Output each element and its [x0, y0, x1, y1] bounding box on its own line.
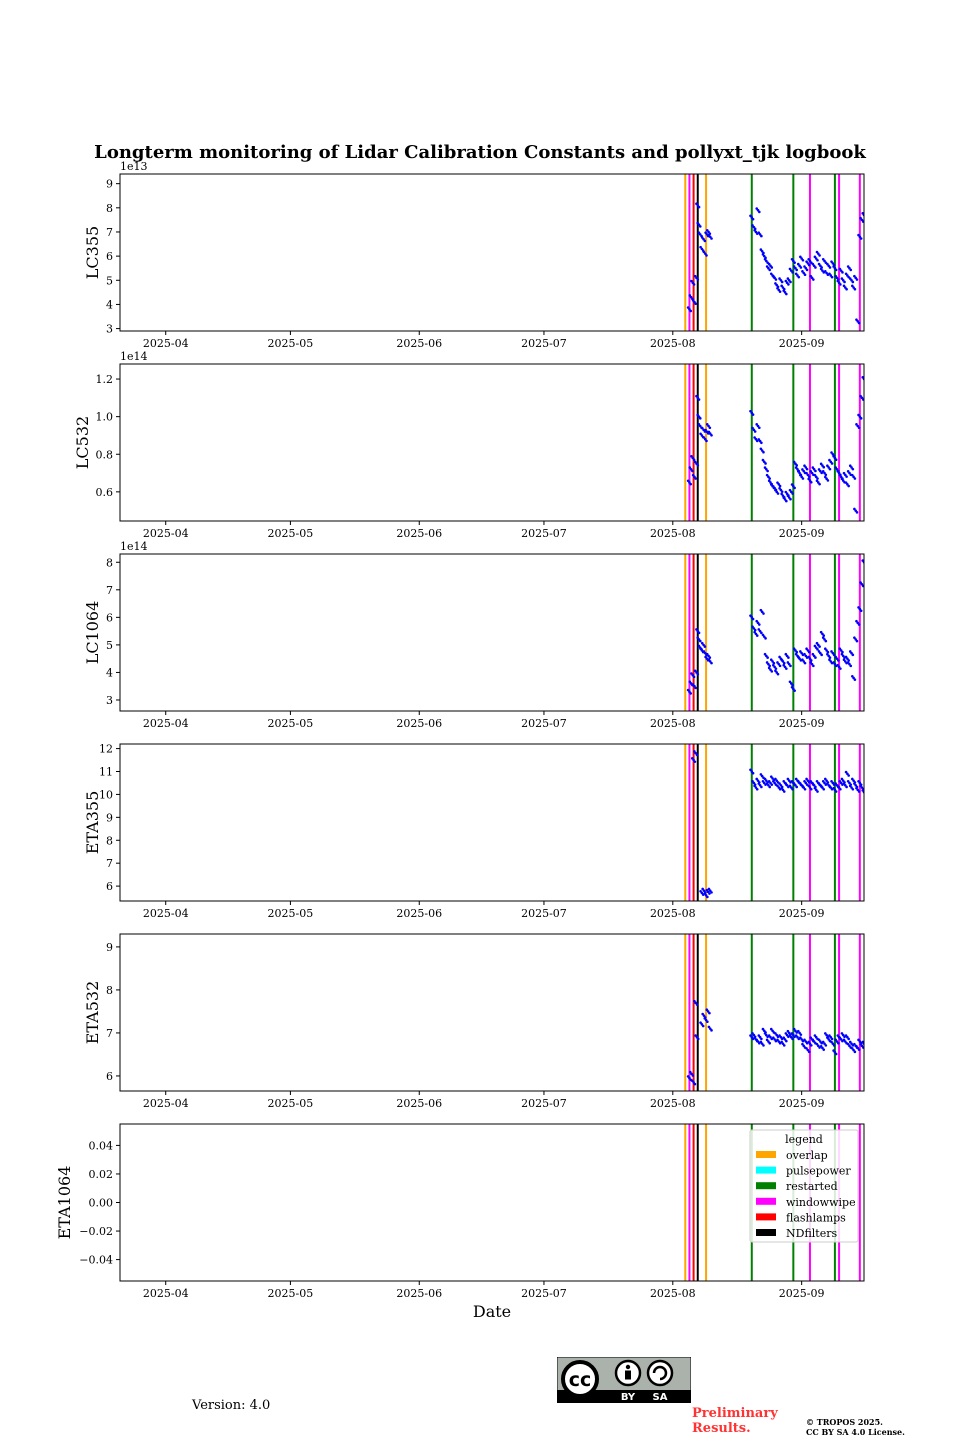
- x-tick-label: 2025-08: [649, 1097, 696, 1110]
- data-point: [816, 648, 819, 651]
- y-tick-label: 7: [106, 857, 113, 871]
- y-tick-label: 6: [106, 1069, 113, 1083]
- data-point: [752, 772, 755, 775]
- cc-logo-text: cc: [568, 1369, 592, 1391]
- data-point: [825, 473, 828, 476]
- x-tick-label: 2025-04: [142, 717, 189, 730]
- data-point: [860, 417, 863, 420]
- x-axis-label: Date: [472, 1302, 512, 1321]
- data-point: [852, 468, 855, 471]
- data-point: [833, 1044, 836, 1047]
- y-axis-label: ETA532: [83, 980, 102, 1045]
- data-point: [760, 632, 763, 635]
- data-point: [808, 1051, 811, 1054]
- legend-item-label: flashlamps: [786, 1211, 846, 1225]
- y-tick-label: 6: [106, 250, 113, 264]
- data-point: [696, 1003, 699, 1006]
- data-point: [843, 281, 846, 284]
- data-point: [822, 1048, 825, 1051]
- x-tick-label: 2025-08: [649, 527, 696, 540]
- y-tick-label: 8: [106, 556, 113, 570]
- data-point: [825, 1044, 828, 1047]
- x-tick-label: 2025-05: [267, 337, 314, 350]
- data-point: [789, 665, 792, 668]
- data-point: [810, 788, 813, 791]
- data-point: [835, 269, 838, 272]
- y-tick-label: 6: [106, 611, 113, 625]
- data-point: [752, 413, 755, 416]
- data-point: [752, 218, 755, 221]
- x-tick-label: 2025-04: [142, 1287, 189, 1300]
- data-point: [785, 293, 788, 296]
- x-tick-label: 2025-04: [142, 337, 189, 350]
- data-point: [856, 511, 859, 514]
- x-tick-label: 2025-07: [521, 337, 567, 350]
- y-tick-label: 7: [106, 583, 113, 597]
- data-point: [841, 271, 844, 274]
- data-point: [808, 475, 811, 478]
- x-tick-label: 2025-09: [778, 1287, 825, 1300]
- x-tick-label: 2025-07: [521, 1097, 567, 1110]
- data-point: [760, 1038, 763, 1041]
- data-point: [791, 1038, 794, 1041]
- data-point: [816, 477, 819, 480]
- data-point: [760, 235, 763, 238]
- data-point: [858, 790, 861, 793]
- data-point: [822, 466, 825, 469]
- x-tick-label: 2025-09: [778, 1097, 825, 1110]
- legend-swatch-windowwipe: [756, 1198, 776, 1205]
- data-point: [847, 1038, 850, 1041]
- legend-item-label: pulsepower: [786, 1164, 851, 1178]
- y-tick-label: −0.04: [79, 1253, 113, 1267]
- data-point: [770, 783, 773, 786]
- data-point: [706, 1020, 709, 1023]
- share-alike-icon: [648, 1361, 672, 1385]
- y-tick-label: 0.00: [88, 1196, 113, 1210]
- data-point: [849, 665, 852, 668]
- data-point: [696, 673, 699, 676]
- data-point: [787, 283, 790, 286]
- plot-area: [685, 744, 866, 901]
- y-tick-label: 1.0: [95, 410, 113, 424]
- data-point: [852, 788, 855, 791]
- data-point: [696, 278, 699, 281]
- data-point: [814, 266, 817, 269]
- data-point: [781, 490, 784, 493]
- y-tick-label: 3: [106, 693, 113, 707]
- license-by-label: BY: [620, 1392, 636, 1403]
- data-point: [752, 618, 755, 621]
- data-point: [814, 470, 817, 473]
- data-point: [854, 678, 857, 681]
- axis-multiplier: 1e14: [120, 540, 148, 553]
- x-tick-label: 2025-08: [649, 337, 696, 350]
- x-tick-label: 2025-09: [778, 337, 825, 350]
- data-point: [764, 637, 767, 640]
- data-point: [785, 667, 788, 670]
- y-tick-label: 9: [106, 811, 113, 825]
- y-tick-label: 9: [106, 177, 113, 191]
- data-point: [852, 281, 855, 284]
- data-point: [804, 788, 807, 791]
- data-point: [781, 281, 784, 284]
- y-tick-label: 9: [106, 940, 113, 954]
- data-point: [835, 458, 838, 461]
- y-tick-label: 8: [106, 834, 113, 848]
- legend-item-label: NDfilters: [786, 1227, 838, 1240]
- copyright-notice: © TROPOS 2025. CC BY SA 4.0 License.: [806, 1417, 905, 1437]
- data-point: [856, 278, 859, 281]
- data-point: [766, 656, 769, 659]
- y-tick-label: 7: [106, 1026, 113, 1040]
- data-point: [804, 273, 807, 276]
- x-tick-label: 2025-08: [649, 1287, 696, 1300]
- data-point: [820, 654, 823, 657]
- data-point: [696, 464, 699, 467]
- y-tick-label: 0.6: [95, 485, 113, 499]
- data-point: [793, 487, 796, 490]
- data-point: [854, 288, 857, 291]
- data-point: [702, 1025, 705, 1028]
- data-point: [858, 623, 861, 626]
- data-point: [710, 662, 713, 665]
- data-point: [689, 483, 692, 486]
- data-point: [808, 651, 811, 654]
- data-point: [860, 609, 863, 612]
- data-point: [818, 645, 821, 648]
- data-point: [699, 225, 702, 228]
- data-point: [770, 266, 773, 269]
- data-point: [764, 462, 767, 465]
- y-tick-label: 4: [106, 666, 113, 680]
- y-tick-label: 3: [106, 322, 113, 336]
- data-point: [806, 468, 809, 471]
- data-point: [808, 264, 811, 267]
- data-point: [758, 623, 761, 626]
- data-point: [791, 788, 794, 791]
- y-tick-label: 0.02: [88, 1167, 113, 1181]
- x-tick-label: 2025-08: [649, 907, 696, 920]
- x-tick-label: 2025-09: [778, 527, 825, 540]
- y-tick-label: 8: [106, 983, 113, 997]
- data-point: [709, 426, 712, 429]
- data-point: [710, 237, 713, 240]
- y-axis-label: LC532: [73, 415, 92, 470]
- data-point: [847, 774, 850, 777]
- y-tick-label: 4: [106, 298, 113, 312]
- data-point: [708, 1012, 711, 1015]
- legend-swatch-pulsepower: [756, 1167, 776, 1174]
- data-point: [810, 1044, 813, 1047]
- legend-item-label: overlap: [786, 1149, 828, 1162]
- plot-area: [685, 554, 866, 711]
- cc-by-sa-badge: [557, 1357, 691, 1403]
- data-point: [793, 689, 796, 692]
- legend-swatch-overlap: [756, 1151, 776, 1158]
- data-point: [768, 1042, 771, 1045]
- data-point: [854, 477, 857, 480]
- data-point: [756, 788, 759, 791]
- y-axis-label: ETA1064: [55, 1165, 74, 1240]
- y-tick-label: 0.8: [95, 448, 113, 462]
- x-tick-label: 2025-06: [396, 717, 443, 730]
- data-point: [710, 1029, 713, 1032]
- data-point: [829, 468, 832, 471]
- data-point: [810, 481, 813, 484]
- data-point: [698, 632, 701, 635]
- x-tick-label: 2025-06: [396, 527, 443, 540]
- data-point: [793, 261, 796, 264]
- data-point: [831, 276, 834, 279]
- data-point: [812, 665, 815, 668]
- data-point: [858, 322, 861, 325]
- x-tick-label: 2025-05: [267, 527, 314, 540]
- data-point: [689, 310, 692, 313]
- data-point: [779, 290, 782, 293]
- data-point: [858, 426, 861, 429]
- x-tick-label: 2025-09: [778, 907, 825, 920]
- data-point: [822, 788, 825, 791]
- data-point: [816, 259, 819, 262]
- data-point: [839, 667, 842, 670]
- y-tick-label: 6: [106, 880, 113, 894]
- data-point: [710, 891, 713, 894]
- data-point: [825, 640, 828, 643]
- data-point: [835, 1053, 838, 1056]
- y-tick-label: 8: [106, 201, 113, 215]
- axis-multiplier: 1e14: [120, 350, 148, 363]
- data-point: [785, 500, 788, 503]
- y-tick-label: 12: [99, 742, 113, 756]
- x-tick-label: 2025-05: [267, 1287, 314, 1300]
- y-tick-label: 1.2: [95, 373, 113, 387]
- data-point: [754, 430, 757, 433]
- data-point: [693, 458, 696, 461]
- data-point: [694, 1083, 697, 1086]
- plot-area: [685, 174, 866, 331]
- data-point: [831, 462, 834, 465]
- data-point: [795, 269, 798, 272]
- x-tick-label: 2025-05: [267, 1097, 314, 1110]
- panel-lc1064: [83, 540, 867, 730]
- data-point: [693, 283, 696, 286]
- data-point: [768, 786, 771, 789]
- data-point: [814, 656, 817, 659]
- y-tick-label: −0.02: [79, 1225, 113, 1239]
- data-point: [802, 259, 805, 262]
- data-point: [789, 281, 792, 284]
- data-point: [856, 640, 859, 643]
- data-point: [816, 790, 819, 793]
- data-point: [696, 754, 699, 757]
- data-point: [756, 634, 759, 637]
- y-tick-label: 0.04: [88, 1139, 113, 1153]
- panel-eta355: [83, 743, 867, 920]
- data-point: [758, 211, 761, 214]
- data-point: [785, 1040, 788, 1043]
- x-tick-label: 2025-05: [267, 717, 314, 730]
- data-point: [800, 1033, 803, 1036]
- legend-item-label: windowwipe: [786, 1195, 856, 1209]
- panel-lc355: [83, 160, 867, 350]
- data-point: [768, 269, 771, 272]
- data-point: [760, 786, 763, 789]
- data-point: [812, 278, 815, 281]
- data-point: [791, 492, 794, 495]
- data-point: [854, 1051, 857, 1054]
- x-tick-label: 2025-08: [649, 717, 696, 730]
- plot-area: [685, 934, 866, 1091]
- data-point: [768, 477, 771, 480]
- data-point: [858, 1048, 861, 1051]
- data-point: [831, 1038, 834, 1041]
- data-point: [705, 254, 708, 257]
- data-point: [837, 659, 840, 662]
- legend-title: legend: [785, 1133, 823, 1146]
- data-point: [762, 1044, 765, 1047]
- data-point: [694, 477, 697, 480]
- data-point: [704, 240, 707, 243]
- data-point: [698, 206, 701, 209]
- x-tick-label: 2025-06: [396, 337, 443, 350]
- data-point: [818, 254, 821, 257]
- y-tick-label: 11: [99, 765, 113, 779]
- data-point: [860, 237, 863, 240]
- data-point: [804, 662, 807, 665]
- x-tick-label: 2025-06: [396, 907, 443, 920]
- legend-swatch-ndfilters: [756, 1229, 776, 1236]
- x-tick-label: 2025-04: [142, 907, 189, 920]
- y-axis-label: LC355: [83, 225, 102, 280]
- data-point: [699, 417, 702, 420]
- data-point: [698, 398, 701, 401]
- data-point: [839, 788, 842, 791]
- data-point: [849, 269, 852, 272]
- x-tick-label: 2025-07: [521, 1287, 567, 1300]
- data-point: [795, 786, 798, 789]
- data-point: [758, 426, 761, 429]
- data-point: [760, 441, 763, 444]
- data-point: [795, 464, 798, 467]
- data-point: [789, 498, 792, 501]
- data-point: [762, 612, 765, 615]
- panel-lc532: [73, 350, 867, 540]
- legend-swatch-restarted: [756, 1182, 776, 1189]
- data-point: [787, 656, 790, 659]
- preliminary-results-label: Preliminary Results.: [692, 1406, 778, 1436]
- data-point: [818, 483, 821, 486]
- data-point: [783, 790, 786, 793]
- chart-title: Longterm monitoring of Lidar Calibration Constants and pollyxt_tjk logbook: [94, 142, 866, 163]
- data-point: [837, 1042, 840, 1045]
- panel-eta532: [83, 934, 867, 1110]
- data-point: [710, 434, 713, 437]
- data-point: [762, 451, 765, 454]
- y-tick-label: 5: [106, 638, 113, 652]
- data-point: [835, 790, 838, 793]
- data-point: [694, 302, 697, 305]
- data-point: [847, 485, 850, 488]
- legend-item-label: restarted: [786, 1180, 838, 1194]
- data-point: [783, 1044, 786, 1047]
- data-point: [845, 786, 848, 789]
- y-tick-label: 5: [106, 274, 113, 288]
- data-point: [800, 266, 803, 269]
- x-tick-label: 2025-07: [521, 907, 567, 920]
- x-tick-label: 2025-07: [521, 527, 567, 540]
- y-axis-label: LC1064: [83, 600, 102, 665]
- data-point: [827, 479, 830, 482]
- data-point: [802, 477, 805, 480]
- y-tick-label: 10: [99, 788, 113, 802]
- data-point: [779, 665, 782, 668]
- data-point: [791, 271, 794, 274]
- data-point: [706, 896, 709, 899]
- data-point: [694, 760, 697, 763]
- data-point: [833, 654, 836, 657]
- data-point: [845, 475, 848, 478]
- panel-eta1064: [55, 1124, 864, 1300]
- data-point: [689, 692, 692, 695]
- legend-swatch-flashlamps: [756, 1213, 776, 1220]
- data-point: [705, 440, 708, 443]
- data-point: [806, 269, 809, 272]
- data-point: [775, 278, 778, 281]
- data-point: [693, 676, 696, 679]
- license-sa-label: SA: [652, 1392, 668, 1403]
- plot-area: [685, 364, 866, 521]
- x-tick-label: 2025-09: [778, 717, 825, 730]
- x-tick-label: 2025-05: [267, 907, 314, 920]
- axis-multiplier: 1e13: [120, 160, 148, 173]
- data-point: [704, 645, 707, 648]
- data-point: [845, 288, 848, 291]
- x-tick-label: 2025-04: [142, 527, 189, 540]
- x-tick-label: 2025-04: [142, 1097, 189, 1110]
- x-tick-label: 2025-06: [396, 1097, 443, 1110]
- y-axis-label: ETA355: [83, 790, 102, 855]
- data-point: [829, 266, 832, 269]
- data-point: [777, 673, 780, 676]
- data-point: [692, 1074, 695, 1077]
- data-point: [852, 654, 855, 657]
- data-point: [697, 1038, 700, 1041]
- data-point: [777, 492, 780, 495]
- data-point: [694, 687, 697, 690]
- data-point: [691, 470, 694, 473]
- y-tick-label: 7: [106, 225, 113, 239]
- data-point: [699, 640, 702, 643]
- x-tick-label: 2025-06: [396, 1287, 443, 1300]
- data-point: [766, 470, 769, 473]
- data-point: [770, 670, 773, 673]
- legend: [750, 1130, 858, 1242]
- data-point: [779, 485, 782, 488]
- x-tick-label: 2025-07: [521, 717, 567, 730]
- data-point: [797, 276, 800, 279]
- version-label: Version: 4.0: [192, 1398, 271, 1413]
- data-point: [839, 283, 842, 286]
